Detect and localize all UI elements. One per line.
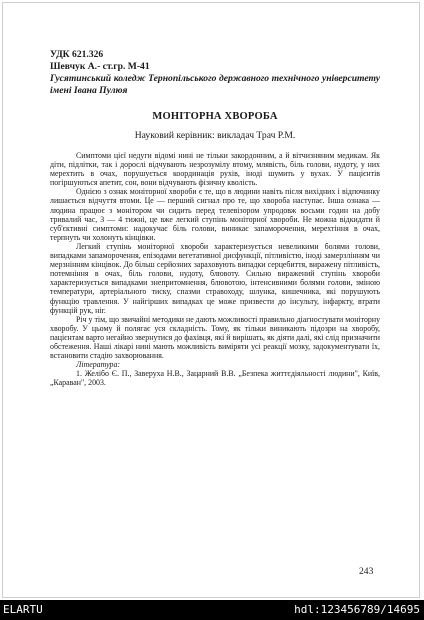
page-number: 243 xyxy=(359,566,374,577)
article-title: МОНІТОРНА ХВОРОБА xyxy=(152,111,278,122)
body-paragraph: Легкий ступінь моніторної хвороби характеризується невеликими болями голови, випадками запаморочення, епізодами вегетативної дисфункції, пітливістю, іноді замерзлінням чи мерзнінням кінцівок. До більш серйозних зараховують випадки серцебиття, виражену пітливість, потемніння в очах, біль голови, нудоту, блювоту. Сильно виражений ступінь хвороби характеризується випадками знепритомнення, блювотою, інтенсивними болями голови, зміною температури, артеріального тиску, спазми стравоходу, шлунка, кишечника, які порушують функцію травлення. У найгірших випадках це може призвести до інсульту, інфаркту, втрати функцій рук, ніг. xyxy=(50,241,380,315)
handle-identifier: hdl:123456789/14695 xyxy=(294,603,420,616)
literature-heading: Література: xyxy=(76,360,121,370)
body-paragraph: Однією з ознак моніторної хвороби є те, що в людини навіть після вихідних і відпочинку лишається відчуття втоми. Це — перший сигнал про те, що хвороба наступає. Інша ознака — людина працює з монітором чи сидить перед телевізором упродовж восьми годин на добу тривалий час, 3 — 4 тижні, це вже легкий ступінь моніторної хвороби. Не можна відкидати й суб'єктивні симптоми: надокучає біль голови, виникає запаморочення, мерехтіння в очах, терпнуть чи холонуть кінцівки. xyxy=(50,187,380,242)
repository-footer xyxy=(0,600,424,620)
udc-code: УДК 621.326 xyxy=(50,49,104,60)
affiliation: Гусятинський коледж Тернопільського державного технічного університету імені Івана Пулюя xyxy=(50,73,380,96)
repository-name: ELARTU xyxy=(3,603,43,616)
page-content xyxy=(50,49,380,387)
scientific-advisor: Науковий керівник: викладач Трач Р.М. xyxy=(134,130,296,141)
author-line: Шевчук А.- ст.гр. М-41 xyxy=(50,61,150,72)
body-paragraph: Річ у тім, що звичайні методики не дають можливості правильно діагностувати моніторну хворобу. У цьому й полягає уся складність. Тому, як тільки виникають підозри на хворобу, пацієнтам варто негайно звернутися до фахівця, які й вирішать, як діяти далі, які слід призначити обстеження. Наші лікарі нині мають можливість виміряти усі реакції мозку, задокументувати їх, встановити стадію захворювання. xyxy=(50,314,381,361)
body-paragraph: Симптоми цієї недуги відомі нині не тільки закордонним, а й вітчизняним медикам. Як діти, підлітки, так і дорослі відчувають незрозумілу втому, млявість, біль голови, нудоту, у них мерехтить в очах, порушується координація рухів, іноді шумить у вухах. У пацієнтів погіршуються апетит, сон, вони відчувають фізичну кволість. xyxy=(50,151,380,188)
literature-item: 1. Желібо Є. П., Заверуха Н.В., Зацарний В.В. „Безпека життєдіяльності людини", Київ, „Караван", 2003. xyxy=(50,369,380,388)
article-body xyxy=(50,151,380,387)
document-page xyxy=(2,2,420,598)
